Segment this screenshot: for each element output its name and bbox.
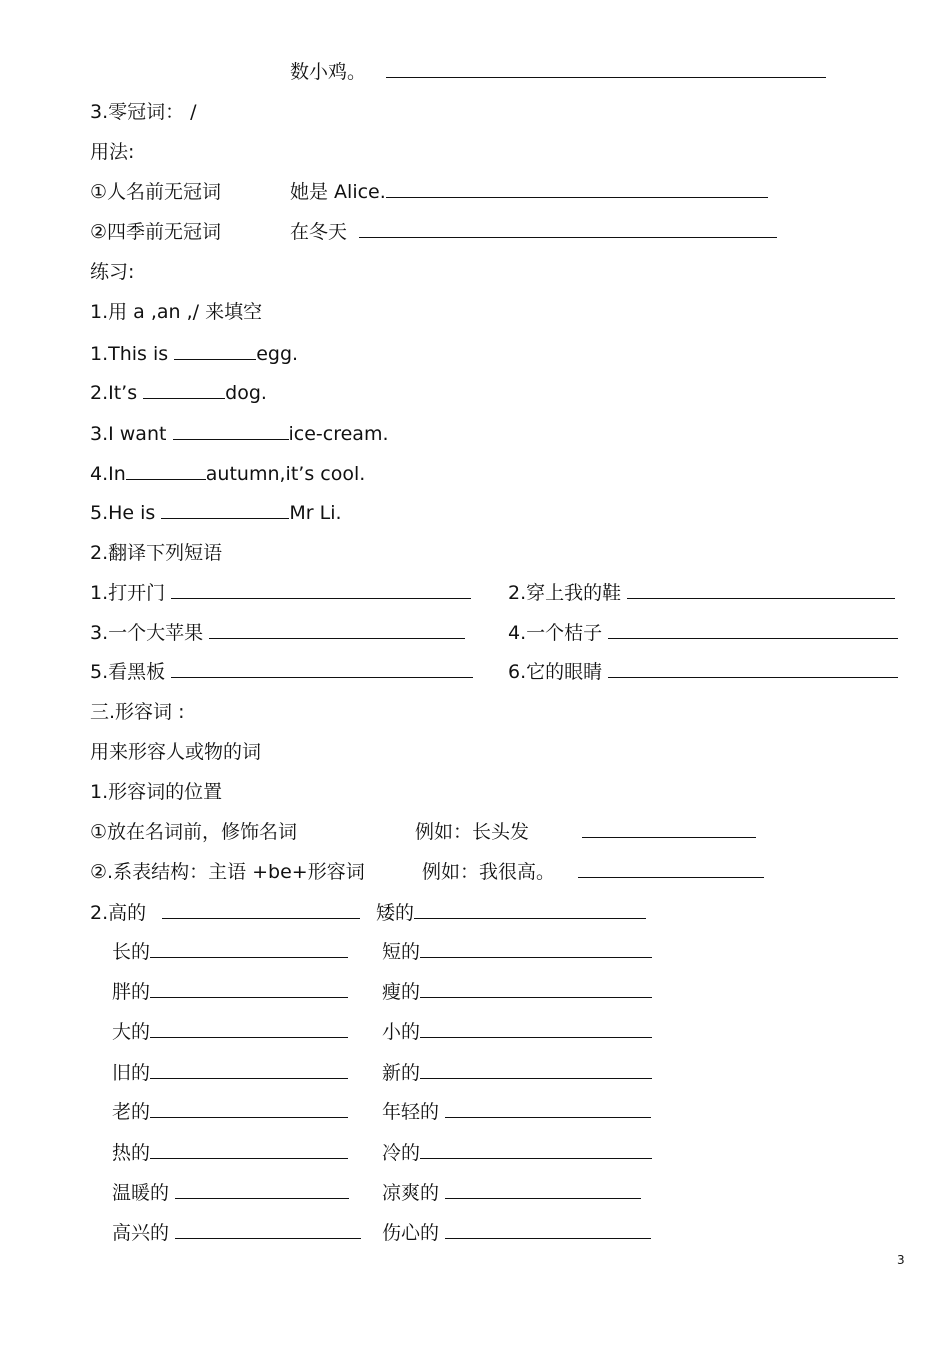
adjective-label: 小的 (382, 1021, 421, 1043)
fill-item-5 (90, 501, 342, 525)
fill-item-text: 4.In (90, 463, 126, 485)
fill-item-text: Mr Li. (289, 502, 342, 524)
answer-blank[interactable] (209, 621, 465, 639)
answer-blank[interactable] (420, 940, 652, 958)
rule-1-example (290, 180, 768, 204)
adjective-right (382, 1061, 652, 1085)
rule-2-example-text: 在冬天 (290, 221, 348, 243)
adjective-right (382, 1100, 651, 1124)
answer-blank[interactable] (150, 1141, 348, 1159)
answer-blank[interactable] (175, 1181, 349, 1199)
fill-item-3 (90, 422, 389, 446)
phrase-item (508, 621, 898, 645)
adjective-right (376, 901, 646, 925)
adjective-right (382, 1020, 652, 1044)
answer-blank[interactable] (126, 462, 206, 480)
answer-blank[interactable] (171, 581, 471, 599)
answer-blank[interactable] (608, 621, 898, 639)
practice-label: 练习: (90, 261, 135, 283)
section-title-zero-article: 3.零冠词： / (90, 101, 197, 123)
answer-blank[interactable] (386, 60, 826, 78)
adjective-label: 大的 (112, 1021, 151, 1043)
adjective-rule-1-example: 例如：长头发 (415, 821, 530, 843)
phrase-item (90, 581, 471, 605)
phrase-item (90, 621, 465, 645)
answer-blank[interactable] (578, 860, 764, 878)
adjective-left (90, 901, 360, 925)
answer-blank[interactable] (162, 901, 360, 919)
fill-item-1 (90, 342, 298, 366)
answer-blank[interactable] (171, 660, 473, 678)
adjective-label: 胖的 (112, 981, 151, 1003)
adjective-left (112, 1221, 361, 1245)
adjective-left (112, 1100, 348, 1124)
adjectives-definition: 用来形容人或物的词 (90, 741, 262, 763)
answer-blank[interactable] (150, 980, 348, 998)
fill-item-2 (90, 381, 267, 405)
phrase-item (508, 581, 895, 605)
phrase-text: 4.一个桔子 (508, 622, 603, 644)
answer-blank[interactable] (386, 180, 768, 198)
rule-1-label: ①人名前无冠词 (90, 181, 222, 203)
adjective-rule-2-label: ②.系表结构：主语 +be+形容词 (90, 861, 365, 883)
adjective-left (112, 1141, 348, 1165)
adjective-right (382, 1181, 641, 1205)
page-number: 3 (897, 1253, 905, 1267)
phrase-text: 3.一个大苹果 (90, 622, 204, 644)
rule-2-example (290, 220, 777, 244)
adjective-label: 年轻的 (382, 1101, 440, 1123)
adjective-left (112, 940, 348, 964)
answer-blank[interactable] (445, 1221, 651, 1239)
phrase-text: 6.它的眼睛 (508, 661, 603, 683)
fill-item-text: autumn,it’s cool. (205, 463, 366, 485)
adjective-left (112, 1181, 349, 1205)
phrase-item (508, 660, 898, 684)
phrase-text: 2.穿上我的鞋 (508, 582, 622, 604)
adjective-label: 凉爽的 (382, 1182, 440, 1204)
adjective-left (112, 1020, 348, 1044)
answer-blank[interactable] (420, 980, 652, 998)
answer-blank[interactable] (150, 940, 348, 958)
fill-item-text: 5.He is (90, 502, 162, 524)
adjective-position-title: 1.形容词的位置 (90, 781, 223, 803)
practice-part2-title: 2.翻译下列短语 (90, 542, 223, 564)
answer-blank[interactable] (420, 1020, 652, 1038)
adjective-right (382, 1141, 652, 1165)
answer-blank[interactable] (582, 820, 756, 838)
answer-blank[interactable] (359, 220, 777, 238)
adjective-rule-2-example: 例如：我很高。 (422, 861, 556, 883)
answer-blank[interactable] (445, 1181, 641, 1199)
answer-blank[interactable] (150, 1020, 348, 1038)
answer-blank[interactable] (150, 1100, 348, 1118)
answer-blank[interactable] (627, 581, 895, 599)
fill-item-text: 3.I want (90, 423, 173, 445)
fill-item-text: 1.This is (90, 343, 175, 365)
top-line (290, 60, 826, 84)
adjective-label: 长的 (112, 941, 151, 963)
answer-blank[interactable] (414, 901, 646, 919)
answer-blank[interactable] (445, 1100, 651, 1118)
answer-blank[interactable] (174, 342, 256, 360)
adjective-left (112, 1061, 348, 1085)
adjective-label: 旧的 (112, 1062, 151, 1084)
fill-item-text: egg. (256, 343, 299, 365)
adjective-label: 短的 (382, 941, 421, 963)
adjective-right (382, 940, 652, 964)
adjective-label: 高兴的 (112, 1222, 170, 1244)
phrase-text: 5.看黑板 (90, 661, 166, 683)
usage-label: 用法: (90, 141, 135, 163)
adjective-label: 瘦的 (382, 981, 421, 1003)
answer-blank[interactable] (150, 1061, 348, 1079)
adjective-label: 老的 (112, 1101, 151, 1123)
answer-blank[interactable] (420, 1061, 652, 1079)
rule-1-example-text: 她是 Alice. (290, 181, 386, 203)
top-text: 数小鸡。 (290, 61, 367, 83)
fill-item-text: ice-cream. (288, 423, 389, 445)
adjective-label: 伤心的 (382, 1222, 440, 1244)
adjective-right (382, 980, 652, 1004)
answer-blank[interactable] (175, 1221, 361, 1239)
adjective-rule-2-blank-wrap (578, 860, 764, 884)
adjective-label: 冷的 (382, 1142, 421, 1164)
adjective-label: 2.高的 (90, 902, 153, 924)
practice-part1-title: 1.用 a ,an ,/ 来填空 (90, 301, 263, 323)
adjective-label: 温暖的 (112, 1182, 170, 1204)
adjective-left (112, 980, 348, 1004)
adjective-label: 新的 (382, 1062, 421, 1084)
answer-blank[interactable] (608, 660, 898, 678)
answer-blank[interactable] (143, 381, 225, 399)
adjective-right (382, 1221, 651, 1245)
fill-item-text: 2.It’s (90, 382, 144, 404)
adjective-label: 热的 (112, 1142, 151, 1164)
phrase-text: 1.打开门 (90, 582, 166, 604)
adjective-label: 矮的 (376, 902, 415, 924)
fill-item-4 (90, 462, 365, 486)
adjective-rule-1-label: ①放在名词前，修饰名词 (90, 821, 298, 843)
rule-2-label: ②四季前无冠词 (90, 221, 222, 243)
fill-item-text: dog. (225, 382, 267, 404)
answer-blank[interactable] (161, 501, 289, 519)
phrase-item (90, 660, 473, 684)
adjective-rule-1-blank-wrap (582, 820, 756, 844)
answer-blank[interactable] (173, 422, 289, 440)
answer-blank[interactable] (420, 1141, 652, 1159)
section-title-adjectives: 三.形容词 : (90, 701, 185, 723)
